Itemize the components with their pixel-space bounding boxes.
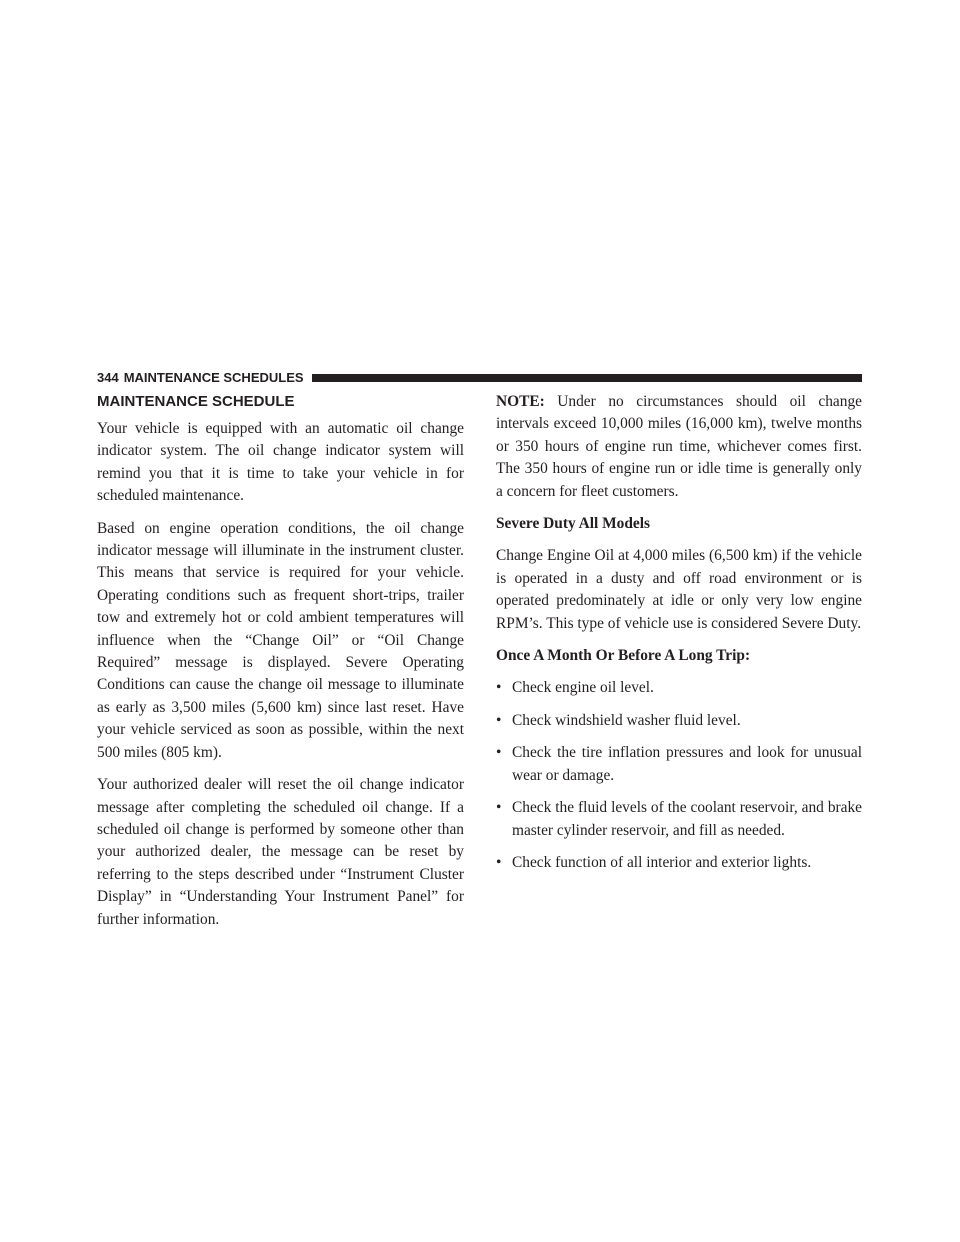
- note-label: NOTE:: [496, 393, 545, 410]
- monthly-checklist: [496, 677, 862, 874]
- list-item-text: Check engine oil level.: [512, 679, 654, 697]
- monthly-check-heading: Once A Month Or Before A Long Trip:: [496, 647, 751, 665]
- list-item: [496, 797, 862, 842]
- list-item: [496, 852, 862, 874]
- section-title: MAINTENANCE SCHEDULES: [123, 370, 304, 385]
- note-paragraph: [496, 391, 862, 503]
- paragraph-operating-conditions: Based on engine operation conditions, the oil change indicator message will illuminate in the instrument cluster. This means that service is required for your vehicle. Operating conditions such as frequent short-trips, trailer tow and extremely hot or cold ambient temperatures will influence when the “Change Oil” or “Oil Change Required” message is displayed. Severe Operating Conditions can cause the change oil message to illuminate as early as 3,500 miles (5,600 km) since last reset. Have your vehicle serviced as soon as possible, within the next 500 miles (805 km).: [97, 519, 464, 761]
- list-item-text: Check the fluid levels of the coolant reservoir, and brake master cylinder reservoir, and fill as needed.: [512, 799, 862, 839]
- list-item: [496, 710, 862, 732]
- severe-duty-heading: Severe Duty All Models: [496, 515, 651, 533]
- bullet-icon: •: [496, 744, 502, 762]
- left-column: [97, 391, 464, 941]
- paragraph-dealer-reset: Your authorized dealer will reset the oil change indicator message after completing the scheduled oil change. If a scheduled oil change is performed by someone other than your authorized dealer, the message can be reset by referring to the steps described under “Instrument Cluster Display” in “Understanding Your Instrument Panel” for further information.: [97, 776, 464, 928]
- bullet-icon: •: [496, 679, 502, 697]
- list-item-text: Check the tire inflation pressures and look for unusual wear or damage.: [512, 744, 862, 784]
- bullet-icon: •: [496, 799, 502, 817]
- list-item-text: Check windshield washer fluid level.: [512, 711, 741, 729]
- page-header: [97, 370, 862, 386]
- bullet-icon: •: [496, 711, 502, 729]
- note-text: Under no circumstances should oil change intervals exceed 10,000 miles (16,000 km), twelve months or 350 hours of engine run time, whichever comes first. The 350 hours of engine run or idle time is generally only a concern for fleet customers.: [496, 393, 862, 500]
- list-item-text: Check function of all interior and exterior lights.: [512, 853, 812, 871]
- list-item: [496, 677, 862, 699]
- right-column: [496, 391, 862, 884]
- list-item: [496, 742, 862, 787]
- bullet-icon: •: [496, 853, 502, 871]
- paragraph-oil-indicator: Your vehicle is equipped with an automatic oil change indicator system. The oil change indicator system will remind you that it is time to take your vehicle in for scheduled maintenance.: [97, 420, 464, 505]
- severe-duty-paragraph: Change Engine Oil at 4,000 miles (6,500 km) if the vehicle is operated in a dusty and off road environment or is operated predominately at idle or only very low engine RPM’s. This type of vehicle use is considered Severe Duty.: [496, 547, 862, 632]
- maintenance-schedule-heading: MAINTENANCE SCHEDULE: [97, 393, 295, 410]
- header-rule: [312, 374, 862, 382]
- page-number: 344: [97, 370, 119, 385]
